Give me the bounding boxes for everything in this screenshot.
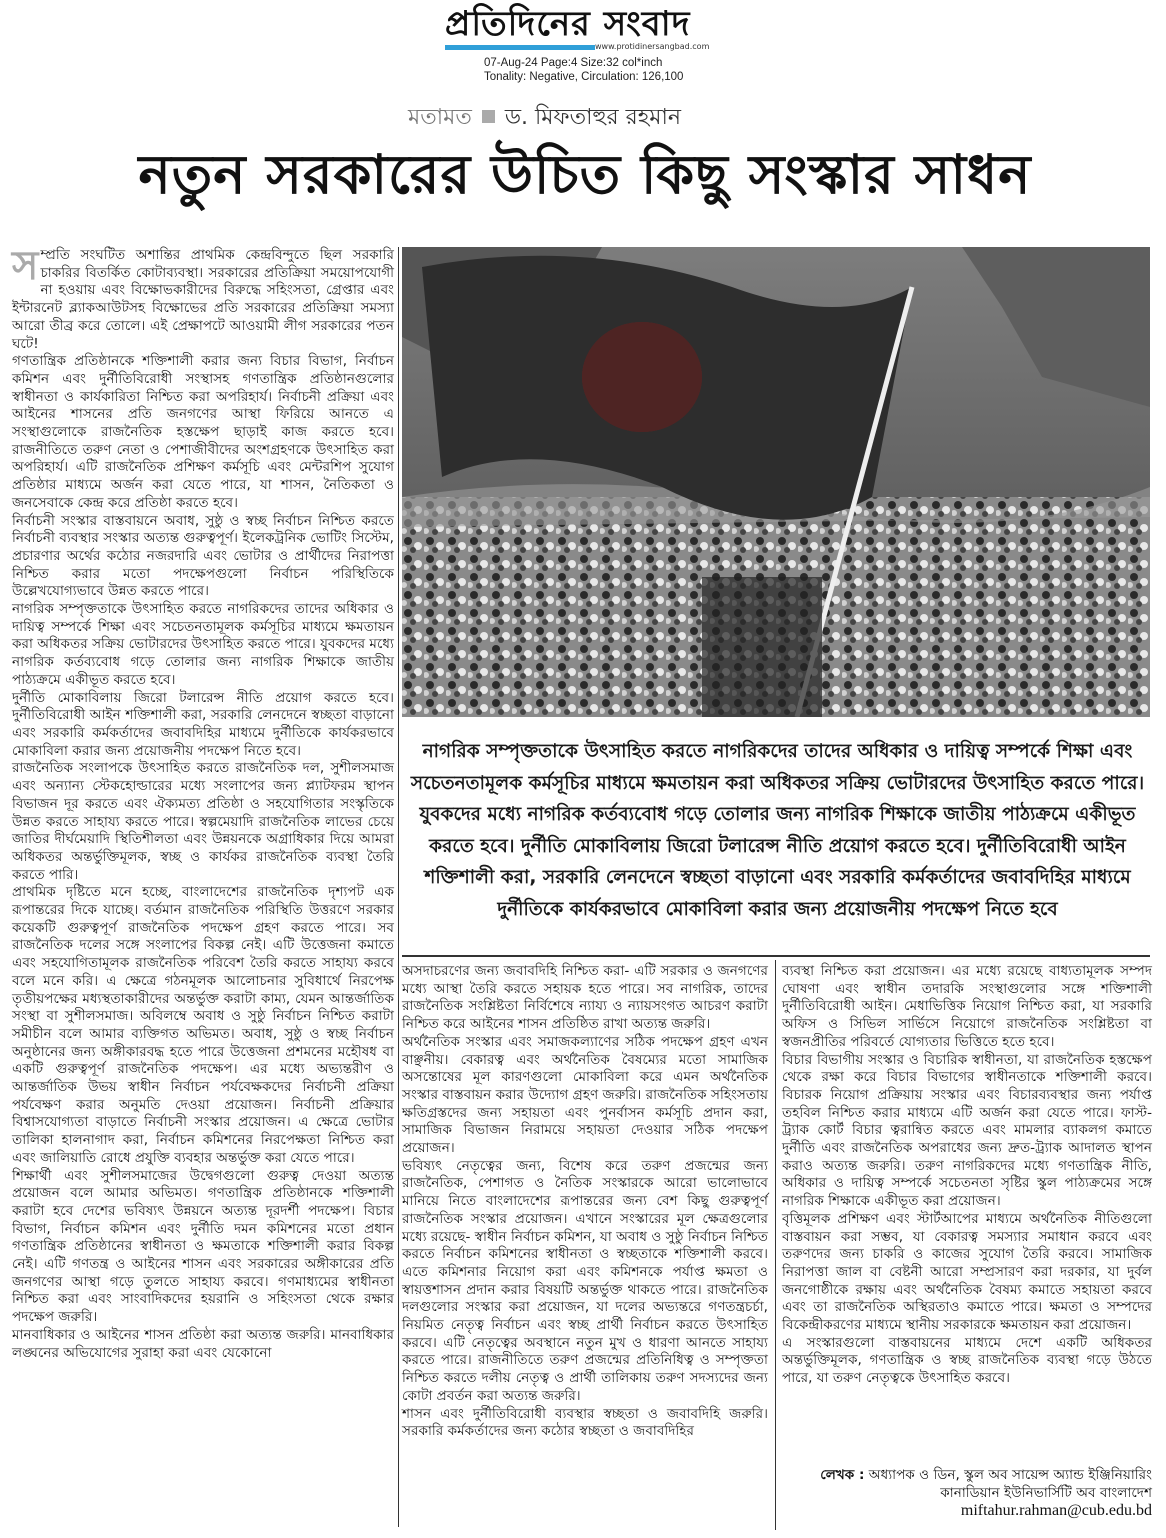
author-affiliation: কানাডিয়ান ইউনিভার্সিটি অব বাংলাদেশ [940, 1484, 1152, 1501]
article-paragraph: ম্প্রতি সংঘটিত অশান্তির প্রাথমিক কেন্দ্রবিন্দুতে ছিল সরকারি চাকরির বিতর্কিত কোটাব্যবস্থা। সরকারের প্রতিক্রিয়া সময়োপযোগী না হওয়ায় এবং বিক্ষোভকারীদের বিরুদ্ধে সহিংসতা, গ্রেপ্তার এবং ইন্টারনেট ব্ল্যাকআউটসহ বিক্ষোভের প্রতি সরকারের প্রতিক্রিয়া সমস্যা আরো তীব্র করে তোলে। এই প্রেক্ষাপটে আওয়ামী লীগ সরকারের পতন ঘটে! [12, 247, 394, 352]
pull-quote: নাগরিক সম্পৃক্ততাকে উৎসাহিত করতে নাগরিকদের তাদের অধিকার ও দায়িত্ব সম্পর্কে শিক্ষা এবং সচেতনতামূলক কর্মসূচির মাধ্যমে ক্ষমতায়ন করা অধিকতর সক্রিয় ভোটারদের উৎসাহিত করতে পারে। যুবকদের মধ্যে নাগরিক কর্তব্যবোধ গড়ে তোলার জন্য নাগরিক শিক্ষাকে জাতীয় পাঠ্যক্রমে একীভূত করতে হবে। দুর্নীতি মোকাবিলায় জিরো টলারেন্স নীতি প্রয়োগ করতে হবে। দুর্নীতিবিরোধী আইন শক্তিশালী করা, সরকারি লেনদেনে স্বচ্ছতা বাড়ানো এবং সরকারি কর্মকর্তাদের জবাবদিহির মাধ্যমে দুর্নীতিকে কার্যকরভাবে মোকাবিলা করার জন্য প্রয়োজনীয় পদক্ষেপ নিতে হবে [410, 741, 1145, 920]
clip-meta-line2: Tonality: Negative, Circulation: 126,100 [484, 71, 684, 83]
clip-meta [484, 56, 683, 84]
dropcap: স [12, 243, 39, 289]
headline: নতুন সরকারের উচিত কিছু সংস্কার সাধন [138, 143, 1032, 206]
clip-meta-line1: 07-Aug-24 Page:4 Size:32 col*inch [484, 57, 663, 69]
flag-crowd-photo-icon [402, 247, 1150, 717]
article-paragraph: বৃত্তিমূলক প্রশিক্ষণ এবং স্টার্টআপের মাধ্যমে অর্থনৈতিক নীতিগুলো বাস্তবায়ন করা সম্ভব, যা বেকারত্ব সমস্যার সমাধান করবে এবং তরুণদের জন্য চাকরি ও কাজের সুযোগ তৈরি করবে। সামাজিক নিরাপত্তা জাল বা বেষ্টনী আরো সম্প্রসারণ করা দরকার, যা দুর্বল জনগোষ্ঠীকে রক্ষায় এবং অর্থনৈতিক বৈষম্য কমাতে সহায়তা করবে এবং তা রাজনৈতিক অস্থিরতাও কমাতে পারে। ক্ষমতা ও সম্পদের বিকেন্দ্রীকরণের মাধ্যমে স্থানীয় সরকারকে ক্ষমতায়ন করা প্রয়োজন। [782, 1210, 1152, 1334]
article-column-2 [402, 963, 768, 1441]
author-title-line [778, 1467, 1152, 1485]
article-column-1 [12, 243, 394, 1362]
author-name: ড. মিফতাহুর রহমান [504, 105, 682, 130]
article-paragraph: মানবাধিকার ও আইনের শাসন প্রতিষ্ঠা করা অত্যন্ত জরুরি। মানবাধিকার লঙ্ঘনের অভিযোগের সুরাহা করা এবং যেকোনো [12, 1326, 394, 1361]
masthead [445, 4, 725, 52]
article-paragraph: দুর্নীতি মোকাবিলায় জিরো টলারেন্স নীতি প্রয়োগ করতে হবে। দুর্নীতিবিরোধী আইন শক্তিশালী করা, সরকারি লেনদেনে স্বচ্ছতা বাড়ানো এবং সরকারি কর্মকর্তাদের জবাবদিহির মাধ্যমে দুর্নীতিকে কার্যকরভাবে মোকাবিলা করার জন্য প্রয়োজনীয় পদক্ষেপ নিতে হবে। [12, 689, 394, 759]
article-paragraph: শাসন এবং দুর্নীতিবিরোধী ব্যবস্থার স্বচ্ছতা ও জবাবদিহি জরুরি। সরকারি কর্মকর্তাদের জন্য কঠোর স্বচ্ছতা ও জবাবদিহির [402, 1405, 768, 1440]
column-divider [398, 247, 399, 1527]
article-paragraph: নির্বাচনী সংস্কার বাস্তবায়নে অবাধ, সুষ্ঠু ও স্বচ্ছ নির্বাচন নিশ্চিত করতে নির্বাচনী ব্যবস্থার সংস্কার অত্যন্ত গুরুত্বপূর্ণ। ইলেকট্রনিক ভোটিং সিস্টেম, প্রচারণার অর্থের কঠোর নজরদারি এবং ভোটার ও প্রার্থীদের নিরাপত্তা নিশ্চিত করার মতো পদক্ষেপগুলো নির্বাচন পরিস্থিতিকে উল্লেখযোগ্যভাবে উন্নত করতে পারে। [12, 512, 394, 600]
article-column-3 [782, 963, 1152, 1388]
article-paragraph: এ সংস্কারগুলো বাস্তবায়নের মাধ্যমে দেশে একটি অধিকতর অন্তর্ভুক্তিমূলক, গণতান্ত্রিক ও স্বচ্ছ রাজনৈতিক ব্যবস্থা গড়ে উঠতে পারে, যা তরুণ নেতৃত্বকে উৎসাহিত করবে। [782, 1334, 1152, 1387]
article-paragraph: শিক্ষার্থী এবং সুশীলসমাজের উদ্বেগগুলো গুরুত্ব দেওয়া অত্যন্ত প্রয়োজন বলে আমার অভিমত। গণতান্ত্রিক প্রতিষ্ঠানকে শক্তিশালী করাটা হবে দেশের ভবিষ্যৎ উন্নয়নে অত্যন্ত দূরদর্শী পদক্ষেপ। বিচার বিভাগ, নির্বাচন কমিশন এবং দুর্নীতি দমন কমিশনের মতো প্রধান গণতান্ত্রিক প্রতিষ্ঠানের স্বাধীনতা ও ক্ষমতাকে শক্তিশালী করার বিকল্প নেই। এটি গণতন্ত্র ও আইনের শাসন এবং সরকারের অঙ্গীকারের প্রতি জনগণের আস্থা গড়ে তুলতে সাহায্য করবে। গণমাধ্যমের স্বাধীনতা নিশ্চিত করা এবং সাংবাদিকদের হয়রানি ও সহিংসতা থেকে রক্ষার পদক্ষেপ জরুরি। [12, 1167, 394, 1326]
author-email: miftahur.rahman@cub.edu.bd [960, 1502, 1152, 1520]
masthead-url: www.protidinersangbad.com [595, 42, 710, 51]
article-paragraph: নাগরিক সম্পৃক্ততাকে উৎসাহিত করতে নাগরিকদের তাদের অধিকার ও দায়িত্ব সম্পর্কে শিক্ষা এবং সচেতনতামূলক কর্মসূচির মাধ্যমে ক্ষমতায়ন করা অধিকতর সক্রিয় ভোটারদের উৎসাহিত করতে পারে। যুবকদের মধ্যে নাগরিক কর্তব্যবোধ গড়ে তোলার জন্য নাগরিক শিক্ষাকে জাতীয় পাঠ্যক্রমে একীভূত করতে হবে। [12, 601, 394, 688]
accent-bar [445, 45, 595, 50]
author-title: অধ্যাপক ও ডিন, স্কুল অব সায়েন্স অ্যান্ড ইঞ্জিনিয়ারিং [868, 1467, 1152, 1483]
square-separator-icon [482, 110, 495, 123]
section-divider [402, 955, 1150, 957]
article-paragraph: অর্থনৈতিক সংস্কার এবং সমাজকল্যাণের সঠিক পদক্ষেপ গ্রহণ এখন বাঞ্ছনীয়। বেকারত্ব এবং অর্থনৈতিক বৈষম্যের মতো সামাজিক অসন্তোষের মূল কারণগুলো মোকাবিলা করে এমন অর্থনৈতিক সংস্কার বাস্তবায়ন করার উদ্যোগ গ্রহণ জরুরি। রাজনৈতিক সহিংসতায় ক্ষতিগ্রস্তদের জন্য সহায়তা এবং পুনর্বাসন কর্মসূচি প্রদান করা, সামাজিক বিভাজন নিরাময়ে সহায়তা দেওয়ার সঠিক পদক্ষেপ প্রয়োজন। [402, 1033, 768, 1157]
article-paragraph: ব্যবস্থা নিশ্চিত করা প্রয়োজন। এর মধ্যে রয়েছে বাধ্যতামূলক সম্পদ ঘোষণা এবং স্বাধীন তদারকি সংস্থাগুলোর সঙ্গে শক্তিশালী দুর্নীতিবিরোধী আইন। মেধাভিত্তিক নিয়োগ নিশ্চিত করা, যা সরকারি অফিস ও সিভিল সার্ভিসে নিয়োগে রাজনৈতিক সংশ্লিষ্টতা বা স্বজনপ্রীতির পরিবর্তে যোগ্যতার ভিত্তিতে হতে হবে। [782, 963, 1152, 1050]
article-paragraph: প্রাথমিক দৃষ্টিতে মনে হচ্ছে, বাংলাদেশের রাজনৈতিক দৃশ্যপট এক রূপান্তরের দিকে যাচ্ছে। বর্তমান রাজনৈতিক পরিস্থিতি উত্তরণে সরকার কয়েকটি গুরুত্বপূর্ণ রাজনৈতিক পদক্ষেপ গ্রহণ করতে পারে। সব রাজনৈতিক দলের সঙ্গে সংলাপের বিকল্প নেই। এটি উত্তেজনা কমাতে এবং সহযোগিতামূলক রাজনৈতিক পরিবেশ তৈরি করতে সাহায্য করবে বলে মনে করি। এ ক্ষেত্রে গঠনমূলক আলোচনার সুবিধার্থে নিরপেক্ষ তৃতীয়পক্ষের মধ্যস্থতাকারীদের অন্তর্ভুক্ত করাটা কাম্য, যেমন আন্তর্জাতিক সংস্থা বা সুশীলসমাজ। অবিলম্বে অবাধ ও সুষ্ঠু নির্বাচন নিশ্চিত করাটা সমীচীন বলে আমার ব্যক্তিগত অভিমত। অবাধ, সুষ্ঠু ও স্বচ্ছ নির্বাচন অনুষ্ঠানের জন্য অঙ্গীকারবদ্ধ হতে পারে উত্তেজনা প্রশমনের মহৌষধ বা একটি গুরুত্বপূর্ণ রাজনৈতিক পদক্ষেপ। এর মধ্যে অভ্যন্তরীণ ও আন্তর্জাতিক উভয় স্বাধীন নির্বাচন পর্যবেক্ষকদের নির্বাচনী প্রক্রিয়া পর্যবেক্ষণ করার অনুমতি দেওয়া প্রয়োজন। নির্বাচনী প্রক্রিয়ার বিশ্বাসযোগ্যতা বাড়াতে নির্বাচনী সংস্কার প্রয়োজন। এ ক্ষেত্রে ভোটার তালিকা হালনাগাদ করা, নির্বাচন কমিশনের নিরপেক্ষতা নিশ্চিত করা এবং জালিয়াতি রোধে প্রযুক্তি ব্যবহার অন্তর্ভুক্ত করা যেতে পারে। [12, 884, 394, 1166]
byline [408, 100, 681, 137]
article-paragraph: ভবিষ্যৎ নেতৃত্বের জন্য, বিশেষ করে তরুণ প্রজন্মের জন্য রাজনৈতিক, পেশাগত ও নৈতিক সংস্কারকে আরো ভালোভাবে মানিয়ে নিতে বাংলাদেশের রূপান্তরের জন্য বেশ কিছু গুরুত্বপূর্ণ রাজনৈতিক সংস্কার প্রয়োজন। এখানে সংস্কারের মূল ক্ষেত্রগুলোর মধ্যে রয়েছে- স্বাধীন নির্বাচন কমিশন, যা অবাধ ও সুষ্ঠু নির্বাচন নিশ্চিত করতে নির্বাচন কমিশনের স্বাধীনতা ও স্বচ্ছতাকে শক্তিশালী করবে। এতে কমিশনার নিয়োগ করা এবং কমিশনকে পর্যাপ্ত ক্ষমতা ও স্বায়ত্তশাসন প্রদান করার বিষয়টি অন্তর্ভুক্ত থাকতে পারে। রাজনৈতিক দলগুলোর সংস্কার করা প্রয়োজন, যা দলের অভ্যন্তরে গণতন্ত্রচর্চা, নিয়মিত নেতৃত্ব নির্বাচন এবং স্বচ্ছ প্রার্থী নির্বাচন করতে উৎসাহিত করবে। এটি নেতৃত্বের অবস্থানে নতুন মুখ ও ধারণা আনতে সাহায্য করতে পারে। রাজনীতিতে তরুণ প্রজন্মের প্রতিনিধিত্ব ও সম্পৃক্ততা নিশ্চিত করতে দলীয় নেতৃত্ব ও প্রার্থী তালিকায় তরুণ সদস্যদের জন্য কোটা প্রবর্তন করা অত্যন্ত জরুরি। [402, 1157, 768, 1404]
article-paragraph: বিচার বিভাগীয় সংস্কার ও বিচারিক স্বাধীনতা, যা রাজনৈতিক হস্তক্ষেপ থেকে রক্ষা করে বিচার বিভাগের স্বাধীনতাকে শক্তিশালী করবে। বিচারক নিয়োগ প্রক্রিয়ায় সংস্কার এবং বিচারব্যবস্থার জন্য পর্যাপ্ত তহবিল নিশ্চিত করার মাধ্যমে এটি অর্জন করা যেতে পারে। ফাস্ট-ট্র্যাক কোর্ট বিচার ত্বরান্বিত করতে এবং মামলার ব্যাকলগ কমাতে দুর্নীতি এবং রাজনৈতিক অপরাধের জন্য দ্রুত-ট্র্যাক আদালত স্থাপন করাও অত্যন্ত জরুরি। তরুণ নাগরিকদের মধ্যে গণতান্ত্রিক নীতি, অধিকার ও দায়িত্ব সম্পর্কে সচেতনতা সৃষ্টির স্কুল পাঠ্যক্রমের সঙ্গে নাগরিক শিক্ষাকে একীভূত করা প্রয়োজন। [782, 1051, 1152, 1210]
article-paragraph: রাজনৈতিক সংলাপকে উৎসাহিত করতে রাজনৈতিক দল, সুশীলসমাজ এবং অন্যান্য স্টেকহোল্ডারের মধ্যে সংলাপের জন্য প্ল্যাটফরম স্থাপন বিভাজন দূর করতে এবং ঐক্যমত্য প্রতিষ্ঠা ও সহযোগিতার সংস্কৃতিকে উন্নত করতে সাহায্য করতে পারে। স্বল্পমেয়াদি রাজনৈতিক লাভের চেয়ে জাতির দীর্ঘমেয়াদি স্থিতিশীলতা এবং উন্নয়নকে অগ্রাধিকার দিয়ে আমরা অধিকতর অন্তর্ভুক্তিমূলক, স্বচ্ছ ও কার্যকর রাজনৈতিক ব্যবস্থা তৈরি করতে পারি। [12, 760, 394, 883]
column-divider [775, 960, 776, 1530]
newspaper-logo: প্রতিদিনের সংবাদ [445, 4, 691, 44]
article-paragraph: গণতান্ত্রিক প্রতিষ্ঠানকে শক্তিশালী করার জন্য বিচার বিভাগ, নির্বাচন কমিশন এবং দুর্নীতিবিরোধী সংস্থাসহ গণতান্ত্রিক প্রতিষ্ঠানগুলোর স্বাধীনতা ও কার্যকারিতা নিশ্চিত করা অপরিহার্য। নির্বাচনী প্রক্রিয়া এবং আইনের শাসনের প্রতি জনগণের আস্থা ফিরিয়ে আনতে এ সংস্থাগুলোকে রাজনৈতিক হস্তক্ষেপ ছাড়াই কাজ করতে হবে। রাজনীতিতে তরুণ নেতা ও পেশাজীবীদের অংশগ্রহণকে উৎসাহিত করা অপরিহার্য। এটি রাজনৈতিক প্রশিক্ষণ কর্মসূচি এবং মেন্টরশিপ সুযোগ প্রতিষ্ঠার মাধ্যমে অর্জন করা যেতে পারে, যা শাসন, নৈতিকতা ও জনসেবাকে কেন্দ্র করে প্রতিষ্ঠা করতে হবে। [12, 353, 394, 511]
column-label: মতামত [408, 105, 472, 130]
article-paragraph: অসদাচরণের জন্য জবাবদিহি নিশ্চিত করা- এটি সরকার ও জনগণের মধ্যে আস্থা তৈরি করতে সহায়ক হতে পারে। সব নাগরিক, তাদের রাজনৈতিক সংশ্লিষ্টতা নির্বিশেষে ন্যায্য ও ন্যায়সংগত আচরণ করাটা নিশ্চিত করে আইনের শাসন প্রতিষ্ঠিত রাখা অত্যন্ত জরুরি। [402, 963, 768, 1033]
crowd-flag-photo [402, 247, 1150, 717]
author-signature [778, 1467, 1152, 1520]
author-label: লেখক : [820, 1467, 865, 1483]
